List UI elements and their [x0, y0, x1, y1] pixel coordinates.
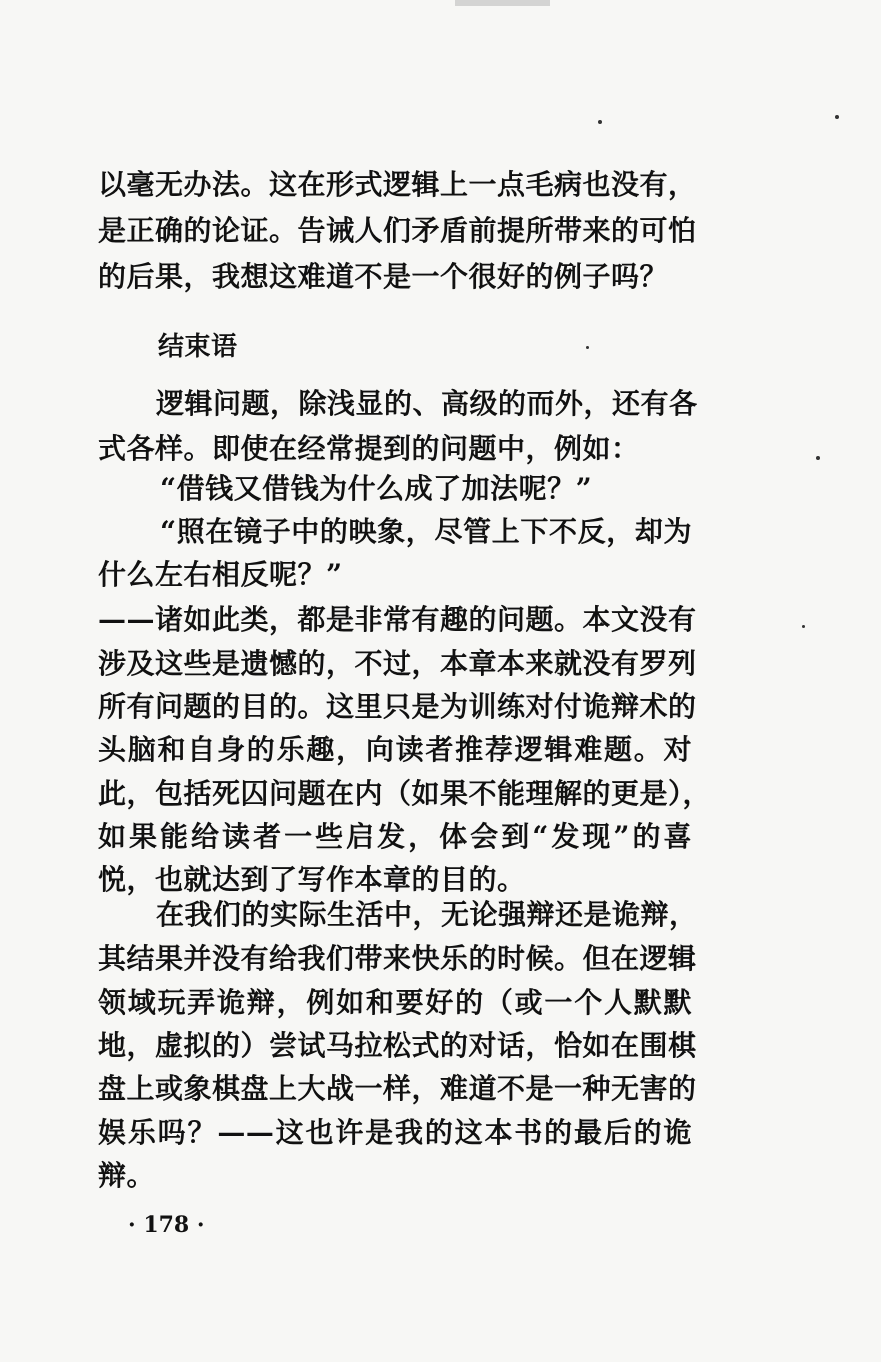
- text-line: 盘上或象棋盘上大战一样，难道不是一种无害的: [98, 1072, 697, 1105]
- text-line: 领域玩弄诡辩，例如和要好的（或一个人默默: [98, 986, 692, 1019]
- text-line: 所有问题的目的。这里只是为训练对付诡辩术的: [98, 690, 697, 723]
- scan-speck: [835, 115, 839, 119]
- text-line: 其结果并没有给我们带来快乐的时候。但在逻辑: [98, 942, 697, 975]
- text-line: 式各样。即使在经常提到的问题中，例如：: [98, 432, 640, 465]
- text-line: 头脑和自身的乐趣，向读者推荐逻辑难题。对: [98, 733, 692, 766]
- quote-line: “借钱又借钱为什么成了加法呢？”: [160, 472, 593, 505]
- text-line: ——诸如此类，都是非常有趣的问题。本文没有: [98, 603, 697, 636]
- scan-artifact: [455, 0, 550, 6]
- page-number: · 178 ·: [128, 1212, 205, 1238]
- text-line: 逻辑问题，除浅显的、高级的而外，还有各: [156, 387, 698, 420]
- text-line: 涉及这些是遗憾的，不过，本章本来就没有罗列: [98, 647, 697, 680]
- text-line: 以毫无办法。这在形式逻辑上一点毛病也没有，: [98, 168, 697, 201]
- scan-speck: [586, 346, 589, 349]
- text-line: 的后果，我想这难道不是一个很好的例子吗？: [98, 260, 669, 293]
- text-line: 在我们的实际生活中，无论强辩还是诡辩，: [156, 898, 698, 931]
- scan-speck: [598, 120, 602, 124]
- quote-line: “照在镜子中的映象，尽管上下不反，却为: [160, 515, 692, 548]
- scan-speck: [816, 456, 820, 460]
- section-heading: 结束语: [158, 332, 238, 362]
- text-line: 地，虚拟的）尝试马拉松式的对话，恰如在围棋: [98, 1029, 697, 1062]
- text-line: 辩。: [98, 1159, 156, 1192]
- text-line: 娱乐吗？——这也许是我的这本书的最后的诡: [98, 1116, 692, 1149]
- text-line: 悦，也就达到了写作本章的目的。: [98, 863, 526, 896]
- text-line: 如果能给读者一些启发，体会到“发现”的喜: [98, 820, 692, 853]
- text-line: 此，包括死囚问题在内（如果不能理解的更是），: [98, 777, 712, 810]
- text-line: 是正确的论证。告诫人们矛盾前提所带来的可怕: [98, 214, 697, 247]
- quote-line: 什么左右相反呢？”: [98, 558, 343, 591]
- scan-speck: [802, 625, 805, 628]
